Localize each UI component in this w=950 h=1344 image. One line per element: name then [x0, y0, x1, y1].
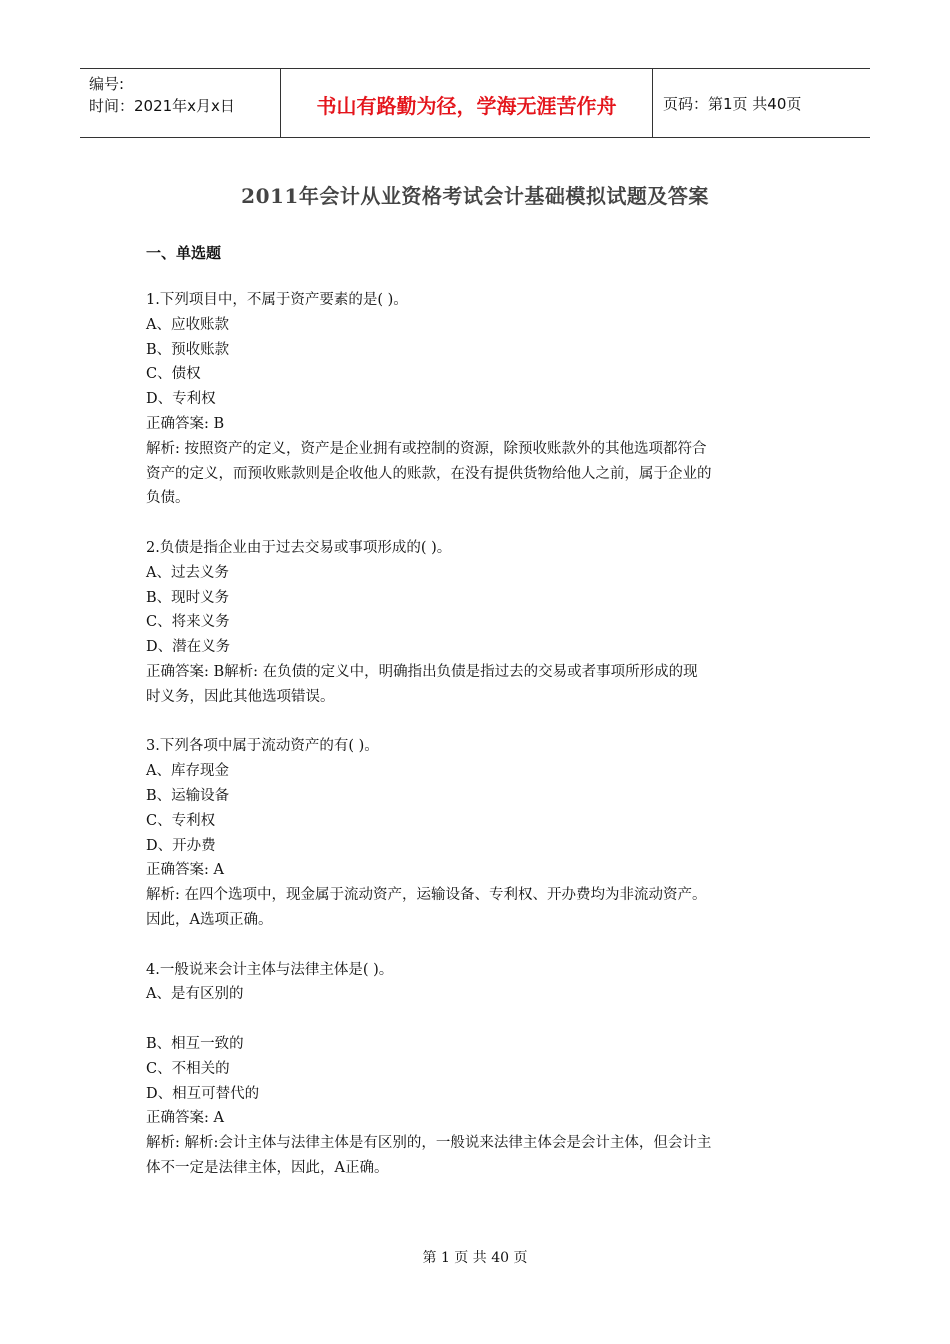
- question-option: C、不相关的: [146, 1060, 230, 1077]
- question-option: D、开办费: [146, 837, 216, 854]
- question-stem: 3.下列各项中属于流动资产的有( )。: [146, 738, 379, 755]
- question-option: C、专利权: [146, 812, 216, 829]
- section-title: 一、单选题: [146, 244, 222, 262]
- spacer: [146, 511, 806, 536]
- question-stem: 1.下列项目中，不属于资产要素的是( )。: [146, 292, 408, 308]
- question-option: C、债权: [146, 366, 201, 383]
- page-footer: 第 1 页 共 40 页: [422, 1250, 528, 1266]
- question-block: [146, 734, 806, 932]
- number-label: 编号:: [89, 75, 125, 93]
- question-stem: 4.一般说来会计主体与法律主体是( )。: [146, 961, 394, 978]
- spacer: [146, 933, 806, 958]
- question-option: D、潜在义务: [146, 639, 231, 656]
- question-analysis-line: 负债。: [146, 490, 190, 507]
- motto-text: 书山有路勤为径，学海无涯苦作舟: [316, 93, 617, 118]
- question-analysis-line: 时义务，因此其他选项错误。: [146, 688, 335, 705]
- question-option: A、是有区别的: [146, 986, 244, 1003]
- question-stem: 2.负债是指企业由于过去交易或事项形成的( )。: [146, 539, 452, 556]
- date-label: 时间：2021年x月x日: [89, 97, 235, 115]
- question-analysis-line: 解析: 解析:会计主体与法律主体是有区别的，一般说来法律主体会是会计主体，但会计主: [146, 1135, 712, 1152]
- question-analysis-line: 解析: 按照资产的定义，资产是企业拥有或控制的资源，除预收账款外的其他选项都符合: [146, 440, 707, 457]
- motto-cell: [281, 69, 653, 137]
- question-option: D、专利权: [146, 391, 216, 408]
- question-block: [146, 288, 806, 511]
- question-option: C、将来义务: [146, 614, 230, 631]
- header-table: [80, 68, 870, 138]
- document-title: 2011年会计从业资格考试会计基础模拟试题及答案: [241, 184, 709, 208]
- page-info-text: 页码：第1页 共40页: [663, 94, 802, 113]
- spacer: [146, 1007, 806, 1032]
- question-option: D、相互可替代的: [146, 1085, 260, 1102]
- question-option: A、过去义务: [146, 564, 229, 581]
- question-answer: 正确答案: A: [146, 1110, 224, 1127]
- question-option: B、运输设备: [146, 787, 230, 804]
- question-analysis-line: 解析: 在四个选项中，现金属于流动资产，运输设备、专利权、开办费均为非流动资产。: [146, 887, 707, 904]
- header-info-cell: [80, 69, 281, 137]
- question-answer: 正确答案: B: [146, 415, 225, 432]
- question-answer: 正确答案: B解析: 在负债的定义中，明确指出负债是指过去的交易或者事项所形成的现: [146, 663, 698, 680]
- question-option: B、预收账款: [146, 341, 230, 358]
- question-option: A、库存现金: [146, 763, 229, 780]
- question-option: A、应收账款: [146, 316, 229, 333]
- question-block: [146, 536, 806, 710]
- question-option: B、现时义务: [146, 589, 230, 606]
- page-info-cell: [653, 69, 870, 137]
- question-analysis-line: 因此，A选项正确。: [146, 911, 273, 928]
- question-block: [146, 958, 806, 1181]
- question-analysis-line: 体不一定是法律主体，因此，A正确。: [146, 1159, 389, 1176]
- question-answer: 正确答案: A: [146, 862, 224, 879]
- question-option: B、相互一致的: [146, 1035, 244, 1052]
- question-analysis-line: 资产的定义，而预收账款则是企收他人的账款，在没有提供货物给他人之前，属于企业的: [146, 465, 712, 482]
- question-list: [146, 288, 806, 1181]
- spacer: [146, 710, 806, 735]
